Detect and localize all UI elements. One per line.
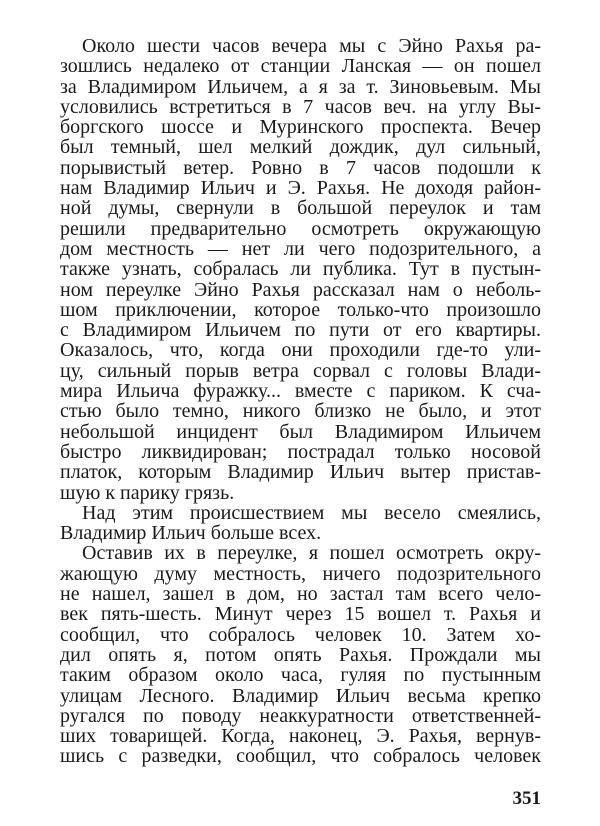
paragraph [60,36,541,503]
text-line: Над этим происшествием мы весело смеялись, [82,501,541,524]
text-line: платок, которым Владимир Ильич вытер пристав- [60,461,541,484]
text-line: стью было темно, никого близко не было, и этот [60,400,541,423]
text-line: не нашел, зашел в дом, но застал там всего чело- [60,583,541,606]
text-line: улицам Лесного. Владимир Ильич весьма крепко [60,684,541,707]
text-line: также узнать, собралась ли публика. Тут в пустын- [60,258,541,281]
text-line: зошлись недалеко от станции Ланская — он пошел [60,55,541,78]
text-line: нам Владимир Ильич и Э. Рахья. Не доходя район- [60,177,541,200]
text-line: ном переулке Эйно Рахья рассказал нам о неболь- [60,278,541,301]
text-line: Оставив их в переулке, я пошел осмотреть окру- [82,542,541,565]
text-line: цу, сильный порыв ветра сорвал с головы Влади- [60,359,541,382]
text-line: боргского шоссе и Муринского проспекта. Вечер [60,116,541,139]
text-line: дил опять я, потом опять Рахья. Прождали мы [60,643,541,666]
page-number: 351 [512,788,541,809]
text-line: шом приключении, которое только-что произошло [60,298,541,321]
text-line: дом местность — нет ли чего подозрительного, а [60,237,541,260]
text-line: ших товарищей. Когда, наконец, Э. Рахья, вернув- [60,725,541,748]
text-line: шись с разведки, сообщил, что собралось человек [60,745,541,768]
text-line: мира Ильича фуражку... вместе с париком. К сча- [60,380,541,403]
text-line: был темный, шел мелкий дождик, дул сильный, [60,136,541,159]
text-line: Владимир Ильич больше всех. [60,522,322,545]
paragraph [60,503,541,544]
text-line: быстро ликвидирован; пострадал только носовой [60,440,541,463]
text-line: условились встретиться в 7 часов веч. на углу Вы- [60,95,541,118]
text-line: ной думы, свернули в большой переулок и там [60,197,541,220]
text-line: порывистый ветер. Ровно в 7 часов подошли к [60,156,541,179]
text-line: Оказалось, что, когда они проходили где-то ули- [60,339,541,362]
text-line: сообщил, что собралось человек 10. Затем хо- [60,623,541,646]
text-line: за Владимиром Ильичем, а я за т. Зиновьевым. Мы [60,75,541,98]
text-line: жающую думу местность, ничего подозрительного [60,562,541,585]
text-line: таким образом около часа, гуляя по пустынным [60,664,541,687]
text-line: век пять-шесть. Минут через 15 вошел т. Рахья и [60,603,541,626]
text-line: решили предварительно осмотреть окружающую [60,217,541,240]
text-line: Около шести часов вечера мы с Эйно Рахья ра- [82,35,541,57]
paragraph [60,543,541,766]
text-line: ругался по поводу неаккуратности ответственней- [60,704,541,727]
text-line: с Владимиром Ильичем по пути от его квартиры. [60,319,541,342]
text-line: небольшой инцидент был Владимиром Ильичем [60,420,541,443]
text-line: шую к парику грязь. [60,481,235,504]
page-body-text [60,36,541,767]
